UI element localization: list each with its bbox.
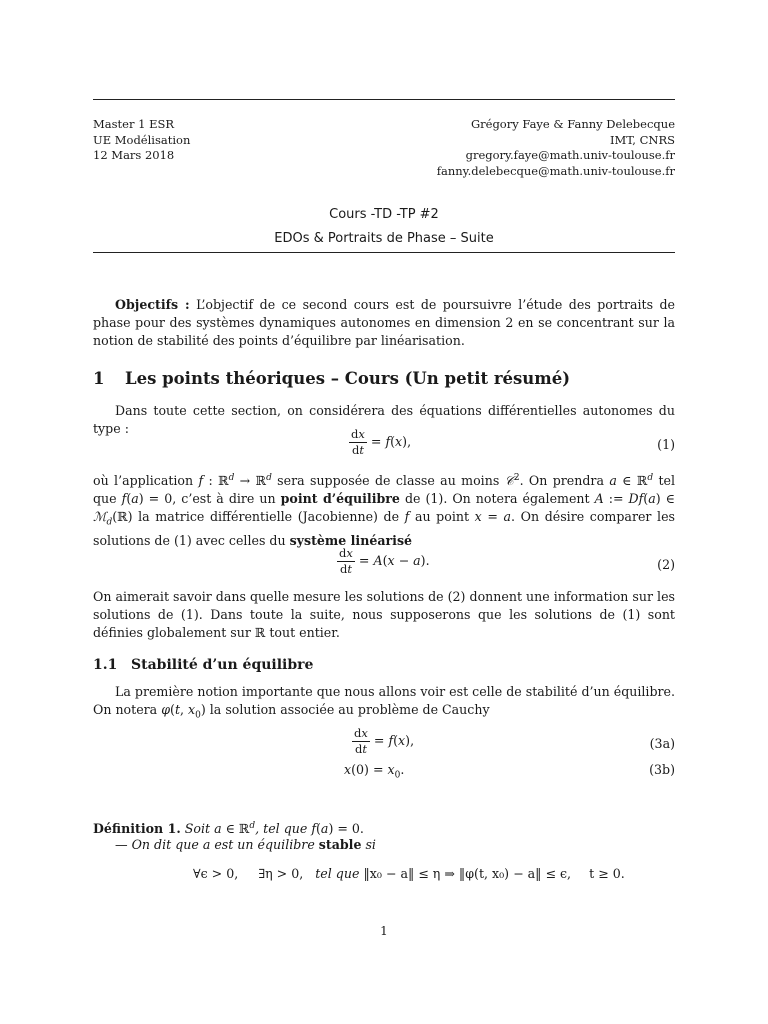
header-left	[93, 117, 190, 164]
subsection-1-1-heading	[93, 657, 313, 673]
systeme-linearise-term: système linéarisé	[289, 533, 413, 549]
equation-1: $\frac{dx}{dt}$ = f(x),	[351, 427, 412, 457]
para2-text-g: la matrice différentielle (Jacobienne) de	[132, 508, 405, 524]
para2-text-h: au point	[409, 508, 475, 524]
header-email-2: fanny.delebecque@math.univ-toulouse.fr	[436, 163, 675, 178]
equation-1-number: (1)	[657, 437, 675, 452]
subsection-1-1-number: 1.1	[93, 657, 118, 673]
definition-text-b: , tel que	[255, 821, 312, 837]
cond-time: t ≥ 0.	[589, 866, 625, 881]
cond-tel-que: tel que	[315, 866, 360, 881]
objectives-text: L’objectif de ce second cours est de poursuivre l’étude des portraits de phase pour des systèmes dynamiques autonomes en dimension 2 en se concentrant sur la notion de stabilité des points d’équilibre par linéarisation.	[93, 297, 675, 348]
definition-text-a: Soit	[184, 821, 215, 837]
definition-1-label: Définition 1.	[93, 821, 181, 837]
doc-title	[93, 206, 675, 248]
header-affiliation: IMT, CNRS	[609, 132, 675, 147]
section-1-title: Les points théoriques – Cours (Un petit résumé)	[125, 369, 571, 388]
section-1-intro: Dans toute cette section, on considérera des équations différentielles autonomes du type :	[93, 403, 675, 436]
subsec-text-b: la solution associée au problème de Cauchy	[205, 701, 490, 717]
cond-exists: ∃η > 0,	[258, 866, 304, 881]
header-program: Master 1 ESR	[93, 117, 175, 131]
header-authors: Grégory Faye & Fanny Delebecque	[470, 117, 675, 131]
cond-forall: ∀ϵ > 0,	[193, 866, 239, 881]
para2-text-d: tel que	[93, 473, 676, 506]
subsection-1-1-paragraph: La première notion importante que nous allons voir est celle de stabilité d’un équilibre. On notera φ(t, $x_0$) la solution associée au problème de Cauchy	[93, 684, 675, 721]
equation-3a-number: (3a)	[649, 736, 675, 751]
subsec-text-a: La première notion importante que nous allons voir est celle de stabilité d’un équilibre. On notera	[93, 684, 675, 717]
para2-text-f: de (1). On notera également	[399, 490, 595, 506]
header-date: 12 Mars 2018	[93, 148, 175, 162]
equation-3a: $\frac{dx}{dt}$ = f(x),	[354, 726, 415, 756]
section-1-paragraph-3: On aimerait savoir dans quelle mesure les solutions de (2) donnent une information sur les solutions de (1). Dans toute la suite, nous supposerons que les solutions de (1) sont définies globalement sur ℝ tout entier.	[93, 589, 675, 640]
equation-2: $\frac{dx}{dt}$ = A(x − a).	[339, 546, 430, 576]
header-email-1: gregory.faye@math.univ-toulouse.fr	[465, 148, 675, 162]
para2-text-a: où l’application	[93, 473, 199, 489]
section-1-paragraph-2: où l’application f : ℝ$^d$ → ℝ$^d$ sera supposée de classe au moins 𝒞$^2$. On prendra a ∈ ℝ$^d$ tel que f(a) = 0, c’est à dire un point d’équilibre de (1). On notera également A := Df(a) ∈ ℳ$_d$(ℝ) la matrice différentielle (Jacobienne) de f au point x = a. On désire comparer les solutions de (1) avec celles du système linéarisé	[93, 473, 676, 549]
objectives-label: Objectifs :	[115, 297, 190, 312]
para2-text-i: . On désire comparer les solutions de (1) avec celles du	[93, 508, 675, 549]
objectives-paragraph	[93, 296, 675, 349]
equation-2-number: (2)	[657, 557, 675, 572]
page-number: 1	[380, 924, 388, 938]
header-course-unit: UE Modélisation	[93, 132, 191, 147]
subsection-1-1-title: Stabilité d’un équilibre	[131, 657, 314, 673]
title-rule	[93, 252, 675, 253]
para2-text-e: , c’est à dire un	[172, 490, 281, 506]
para2-text-b: sera supposée de classe au moins	[271, 473, 505, 489]
stable-term: stable	[318, 837, 362, 852]
doc-title-line1: Cours -TD -TP #2	[329, 207, 439, 222]
equation-3b: $x(0) = x_0$.	[344, 762, 405, 781]
top-rule	[93, 99, 675, 100]
cond-implication: ‖x₀ − a‖ ≤ η ⇒ ‖φ(t, x₀) − a‖ ≤ ϵ,	[363, 866, 572, 881]
definition-item-prefix: — On dit que a est un équilibre	[115, 837, 319, 852]
header-right	[437, 117, 675, 179]
equation-3b-number: (3b)	[649, 762, 675, 777]
para2-text-c: . On prendra	[519, 473, 610, 489]
stability-condition	[193, 866, 625, 881]
definition-1: Définition 1. Soit a ∈ ℝ$^d$, tel que f(a) = 0.	[93, 821, 364, 837]
point-equilibre-term: point d’équilibre	[280, 490, 400, 506]
doc-title-line2: EDOs & Portraits de Phase – Suite	[274, 231, 494, 246]
section-1-number: 1	[93, 369, 105, 388]
definition-1-item	[93, 836, 675, 854]
definition-item-suffix: si	[361, 837, 376, 852]
section-1-heading	[93, 369, 570, 388]
